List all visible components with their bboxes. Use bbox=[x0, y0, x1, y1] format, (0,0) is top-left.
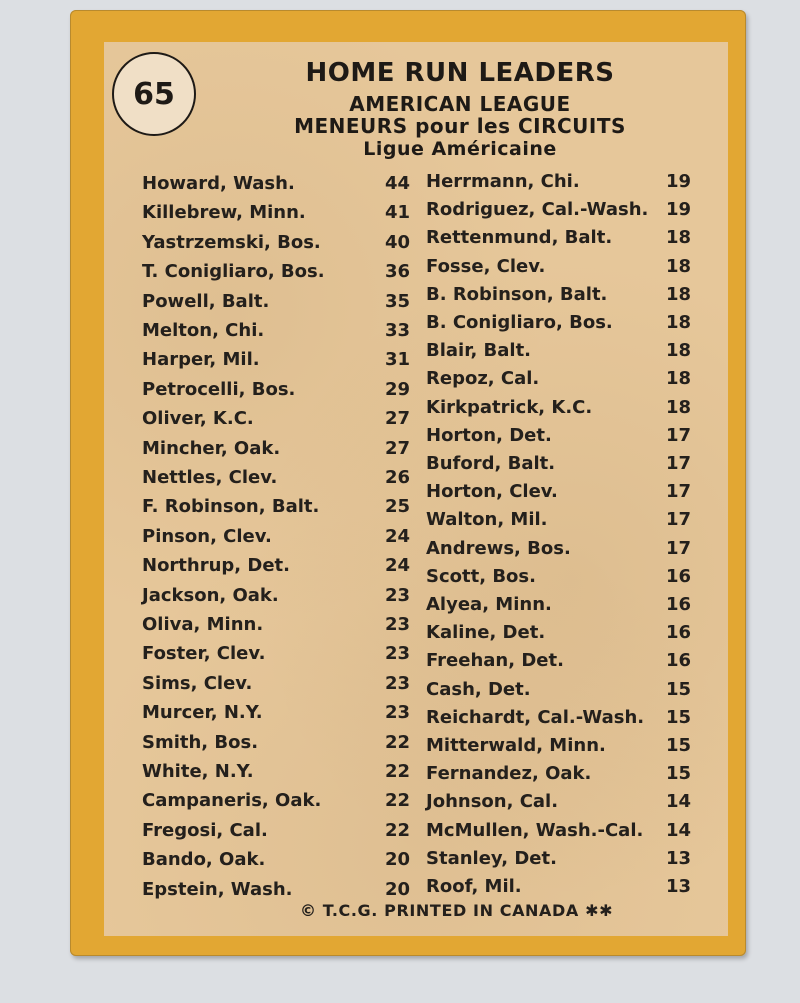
player-name: Nettles, Clev. bbox=[142, 467, 278, 488]
player-name: Fosse, Clev. bbox=[426, 255, 546, 277]
leader-row bbox=[426, 394, 694, 422]
player-name: Sims, Clev. bbox=[142, 672, 253, 694]
home-run-count: 23 bbox=[384, 584, 410, 606]
player-name: Kaline, Det. bbox=[426, 622, 546, 644]
leader-row bbox=[142, 787, 412, 815]
home-run-count: 16 bbox=[665, 622, 691, 644]
player-name: Smith, Bos. bbox=[142, 731, 259, 753]
leader-row bbox=[426, 619, 694, 647]
home-run-count: 15 bbox=[665, 763, 691, 785]
player-name: Mincher, Oak. bbox=[142, 437, 281, 459]
leader-row bbox=[142, 758, 412, 786]
home-run-count: 14 bbox=[665, 819, 691, 841]
home-run-count: 23 bbox=[384, 702, 410, 724]
home-run-count: 24 bbox=[384, 555, 410, 577]
leader-row bbox=[142, 288, 412, 316]
home-run-count: 18 bbox=[665, 368, 691, 390]
leader-row bbox=[426, 732, 694, 760]
player-name: Killebrew, Minn. bbox=[142, 202, 306, 224]
leader-row bbox=[426, 168, 694, 196]
leader-row bbox=[426, 337, 694, 365]
home-run-count: 25 bbox=[384, 496, 410, 518]
leader-row bbox=[142, 464, 412, 492]
leader-row bbox=[426, 450, 694, 478]
home-run-count: 19 bbox=[665, 199, 691, 221]
home-run-count: 35 bbox=[384, 290, 410, 312]
home-run-count: 29 bbox=[384, 378, 410, 400]
home-run-count: 36 bbox=[384, 261, 410, 283]
player-name: Buford, Balt. bbox=[426, 453, 556, 474]
leader-row bbox=[426, 365, 694, 393]
leader-row bbox=[142, 699, 412, 727]
leader-row bbox=[142, 199, 412, 227]
home-run-count: 27 bbox=[384, 437, 410, 459]
player-name: Oliver, K.C. bbox=[142, 408, 254, 430]
player-name: Foster, Clev. bbox=[142, 643, 266, 665]
leader-row bbox=[142, 258, 412, 286]
home-run-count: 22 bbox=[384, 761, 410, 782]
player-name: Rodriguez, Cal.-Wash. bbox=[426, 199, 649, 221]
home-run-count: 20 bbox=[384, 849, 410, 871]
leader-row bbox=[142, 346, 412, 374]
home-run-count: 33 bbox=[384, 320, 410, 341]
leader-row bbox=[426, 196, 694, 224]
player-name: Melton, Chi. bbox=[142, 320, 265, 341]
home-run-count: 15 bbox=[665, 678, 691, 700]
home-run-count: 27 bbox=[384, 408, 410, 430]
home-run-count: 23 bbox=[384, 643, 410, 665]
player-name: Bando, Oak. bbox=[142, 849, 266, 871]
home-run-count: 18 bbox=[665, 312, 691, 333]
player-name: Harper, Mil. bbox=[142, 349, 260, 371]
card-footer: © T.C.G. PRINTED IN CANADA ✱✱ bbox=[300, 901, 614, 920]
player-name: Andrews, Bos. bbox=[426, 537, 571, 559]
player-name: Cash, Det. bbox=[426, 678, 531, 700]
home-run-count: 18 bbox=[665, 227, 691, 249]
home-run-count: 17 bbox=[665, 537, 691, 559]
player-name: Rettenmund, Balt. bbox=[426, 227, 613, 249]
leader-row bbox=[426, 563, 694, 591]
card-number-badge bbox=[112, 52, 196, 136]
player-name: Howard, Wash. bbox=[142, 173, 295, 194]
leader-row bbox=[142, 846, 412, 874]
player-name: Freehan, Det. bbox=[426, 650, 564, 672]
leader-row bbox=[426, 760, 694, 788]
player-name: Campaneris, Oak. bbox=[142, 790, 322, 812]
title-line-4: Ligue Américaine bbox=[363, 138, 557, 160]
player-name: F. Robinson, Balt. bbox=[142, 496, 320, 518]
player-name: B. Robinson, Balt. bbox=[426, 283, 608, 305]
player-name: Kirkpatrick, K.C. bbox=[426, 396, 593, 418]
leader-row bbox=[426, 422, 694, 450]
home-run-count: 17 bbox=[665, 481, 691, 503]
home-run-count: 18 bbox=[665, 283, 691, 305]
home-run-count: 13 bbox=[665, 876, 691, 897]
player-name: McMullen, Wash.-Cal. bbox=[426, 819, 644, 841]
home-run-count: 16 bbox=[665, 565, 691, 587]
card-number: 65 bbox=[133, 76, 175, 112]
home-run-count: 40 bbox=[384, 231, 410, 253]
leader-row bbox=[142, 405, 412, 433]
leader-row bbox=[426, 253, 694, 281]
home-run-count: 17 bbox=[665, 509, 691, 531]
home-run-count: 44 bbox=[384, 173, 410, 194]
player-name: Alyea, Minn. bbox=[426, 594, 552, 615]
home-run-count: 22 bbox=[384, 731, 410, 753]
home-run-count: 17 bbox=[665, 453, 691, 474]
leader-row bbox=[142, 640, 412, 668]
leader-row bbox=[142, 552, 412, 580]
player-name: Reichardt, Cal.-Wash. bbox=[426, 706, 645, 728]
home-run-count: 18 bbox=[665, 255, 691, 277]
home-run-count: 17 bbox=[665, 424, 691, 446]
leader-row bbox=[142, 670, 412, 698]
player-name: Murcer, N.Y. bbox=[142, 702, 263, 724]
leader-row bbox=[426, 845, 694, 873]
home-run-count: 16 bbox=[665, 650, 691, 672]
player-name: Roof, Mil. bbox=[426, 876, 522, 897]
player-name: Scott, Bos. bbox=[426, 565, 536, 587]
leader-row bbox=[426, 281, 694, 309]
leader-row bbox=[426, 478, 694, 506]
home-run-count: 18 bbox=[665, 340, 691, 362]
title-line-3: MENEURS pour les CIRCUITS bbox=[294, 114, 626, 138]
leader-row bbox=[142, 317, 412, 345]
player-name: Epstein, Wash. bbox=[142, 878, 293, 900]
leader-row bbox=[142, 523, 412, 551]
home-run-count: 26 bbox=[384, 467, 410, 488]
home-run-count: 41 bbox=[384, 202, 410, 224]
leader-row bbox=[426, 506, 694, 534]
leader-row bbox=[426, 704, 694, 732]
player-name: T. Conigliaro, Bos. bbox=[142, 261, 325, 283]
leader-row bbox=[142, 435, 412, 463]
leader-row bbox=[142, 170, 412, 198]
player-name: Mitterwald, Minn. bbox=[426, 735, 606, 756]
player-name: Yastrzemski, Bos. bbox=[142, 231, 321, 253]
leader-row bbox=[426, 817, 694, 845]
player-name: Powell, Balt. bbox=[142, 290, 270, 312]
home-run-count: 19 bbox=[665, 171, 691, 192]
home-run-count: 31 bbox=[384, 349, 410, 371]
home-run-count: 23 bbox=[384, 614, 410, 635]
player-name: Stanley, Det. bbox=[426, 847, 557, 869]
home-run-count: 16 bbox=[665, 594, 691, 615]
leader-row bbox=[426, 788, 694, 816]
home-run-count: 15 bbox=[665, 706, 691, 728]
leader-row bbox=[142, 729, 412, 757]
player-name: Jackson, Oak. bbox=[142, 584, 279, 606]
home-run-count: 13 bbox=[665, 847, 691, 869]
leader-row bbox=[426, 873, 694, 901]
player-name: Blair, Balt. bbox=[426, 340, 532, 362]
leader-row bbox=[426, 676, 694, 704]
home-run-count: 18 bbox=[665, 396, 691, 418]
player-name: White, N.Y. bbox=[142, 761, 254, 782]
leader-row bbox=[142, 611, 412, 639]
leader-row bbox=[142, 817, 412, 845]
player-name: Oliva, Minn. bbox=[142, 614, 264, 635]
home-run-count: 24 bbox=[384, 525, 410, 547]
player-name: Horton, Clev. bbox=[426, 481, 558, 503]
home-run-count: 23 bbox=[384, 672, 410, 694]
leader-row bbox=[426, 647, 694, 675]
leader-row bbox=[142, 493, 412, 521]
leader-row bbox=[142, 876, 412, 904]
title-line-1: HOME RUN LEADERS bbox=[305, 58, 615, 88]
home-run-count: 14 bbox=[665, 791, 691, 813]
player-name: Northrup, Det. bbox=[142, 555, 290, 577]
title-line-2: AMERICAN LEAGUE bbox=[349, 92, 571, 116]
leader-row bbox=[426, 309, 694, 337]
player-name: Pinson, Clev. bbox=[142, 525, 272, 547]
leader-row bbox=[426, 224, 694, 252]
home-run-count: 22 bbox=[384, 790, 410, 812]
player-name: Walton, Mil. bbox=[426, 509, 548, 531]
player-name: Repoz, Cal. bbox=[426, 368, 540, 390]
home-run-count: 22 bbox=[384, 819, 410, 841]
home-run-count: 15 bbox=[665, 735, 691, 756]
player-name: Johnson, Cal. bbox=[426, 791, 559, 813]
leader-row bbox=[142, 376, 412, 404]
leader-row bbox=[142, 229, 412, 257]
leader-row bbox=[142, 582, 412, 610]
player-name: Petrocelli, Bos. bbox=[142, 378, 296, 400]
home-run-count: 20 bbox=[384, 878, 410, 900]
player-name: Herrmann, Chi. bbox=[426, 171, 580, 192]
player-name: Fernandez, Oak. bbox=[426, 763, 592, 785]
leader-row bbox=[426, 535, 694, 563]
player-name: Fregosi, Cal. bbox=[142, 819, 268, 841]
player-name: B. Conigliaro, Bos. bbox=[426, 312, 613, 333]
leader-row bbox=[426, 591, 694, 619]
player-name: Horton, Det. bbox=[426, 424, 552, 446]
